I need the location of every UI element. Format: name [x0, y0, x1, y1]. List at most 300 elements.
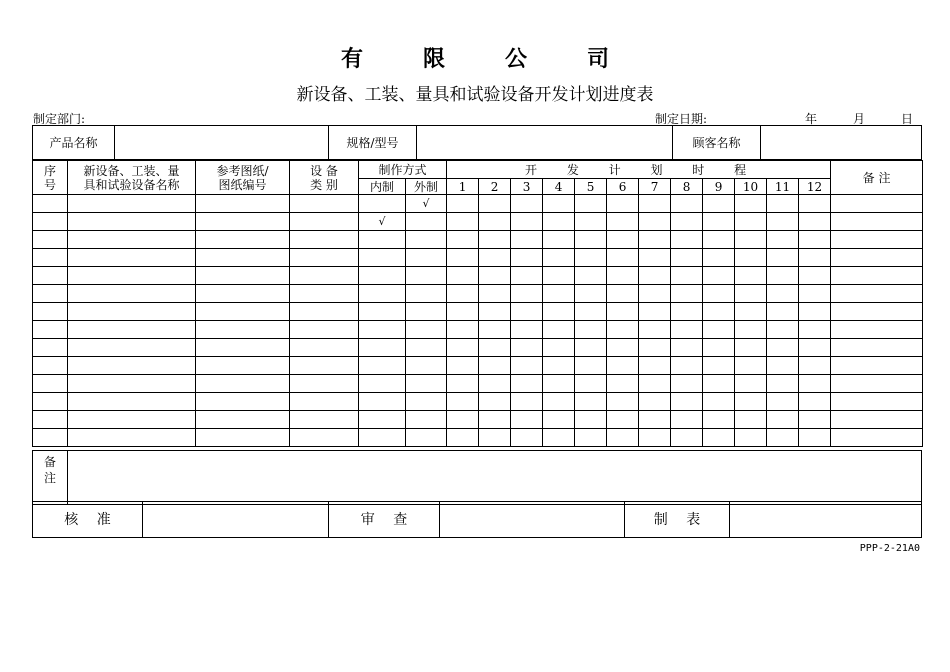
- month-cell[interactable]: [543, 375, 575, 393]
- month-cell[interactable]: [799, 411, 831, 429]
- remarks-cell[interactable]: [831, 357, 923, 375]
- remarks-cell[interactable]: [831, 321, 923, 339]
- drawing-cell[interactable]: [196, 195, 290, 213]
- month-cell[interactable]: [543, 339, 575, 357]
- month-cell[interactable]: [479, 195, 511, 213]
- month-cell[interactable]: [607, 213, 639, 231]
- month-cell[interactable]: [479, 285, 511, 303]
- month-cell[interactable]: [511, 285, 543, 303]
- month-cell[interactable]: [511, 303, 543, 321]
- company-char: 司: [587, 47, 610, 72]
- month-cell[interactable]: [447, 411, 479, 429]
- month-cell[interactable]: [799, 357, 831, 375]
- month-cell[interactable]: [511, 249, 543, 267]
- month-cell[interactable]: [799, 303, 831, 321]
- month-cell[interactable]: [511, 357, 543, 375]
- month-cell[interactable]: [447, 393, 479, 411]
- month-cell[interactable]: [767, 213, 799, 231]
- month-cell[interactable]: [575, 393, 607, 411]
- category-cell[interactable]: [290, 357, 359, 375]
- month-cell[interactable]: [671, 375, 703, 393]
- month-cell[interactable]: [575, 249, 607, 267]
- outsourced-cell[interactable]: [406, 231, 447, 249]
- month-header: 5: [575, 179, 607, 195]
- category-cell[interactable]: [290, 375, 359, 393]
- month-cell[interactable]: [511, 393, 543, 411]
- outsourced-cell[interactable]: [406, 411, 447, 429]
- month-cell[interactable]: [735, 393, 767, 411]
- month-cell[interactable]: [767, 321, 799, 339]
- month-cell[interactable]: [767, 231, 799, 249]
- month-cell[interactable]: [671, 393, 703, 411]
- month-cell[interactable]: [639, 357, 671, 375]
- month-cell[interactable]: [479, 213, 511, 231]
- month-cell[interactable]: [543, 303, 575, 321]
- seq-cell[interactable]: [33, 375, 68, 393]
- in-house-cell[interactable]: [359, 231, 406, 249]
- month-cell[interactable]: [639, 213, 671, 231]
- month-cell[interactable]: [671, 411, 703, 429]
- seq-cell[interactable]: [33, 321, 68, 339]
- name-cell[interactable]: [68, 195, 196, 213]
- month-cell[interactable]: [767, 267, 799, 285]
- remarks-cell[interactable]: [831, 249, 923, 267]
- drawing-header: 参考图纸/ 图纸编号: [196, 161, 290, 195]
- month-cell[interactable]: [511, 195, 543, 213]
- name-cell[interactable]: [68, 321, 196, 339]
- table-row: [33, 249, 923, 267]
- name-cell[interactable]: [68, 303, 196, 321]
- name-cell[interactable]: [68, 375, 196, 393]
- remarks-cell[interactable]: [831, 213, 923, 231]
- month-cell[interactable]: [799, 339, 831, 357]
- outsourced-cell[interactable]: [406, 249, 447, 267]
- month-cell[interactable]: [543, 393, 575, 411]
- remarks-cell[interactable]: [831, 285, 923, 303]
- month-cell[interactable]: [479, 339, 511, 357]
- month-cell[interactable]: [543, 231, 575, 249]
- month-cell[interactable]: [671, 303, 703, 321]
- month-cell[interactable]: [607, 357, 639, 375]
- month-cell[interactable]: [799, 375, 831, 393]
- month-header: 4: [543, 179, 575, 195]
- schedule-header: 开 发 计 划 时 程: [447, 161, 831, 179]
- drawing-cell[interactable]: [196, 303, 290, 321]
- table-row: [33, 339, 923, 357]
- in-house-cell[interactable]: [359, 267, 406, 285]
- month-cell[interactable]: [575, 321, 607, 339]
- month-cell[interactable]: [511, 321, 543, 339]
- remarks-cell[interactable]: [831, 429, 923, 447]
- seq-cell[interactable]: [33, 429, 68, 447]
- customer-field[interactable]: [761, 126, 922, 160]
- drawing-cell[interactable]: [196, 285, 290, 303]
- remarks-cell[interactable]: [831, 411, 923, 429]
- month-cell[interactable]: [607, 429, 639, 447]
- category-cell[interactable]: [290, 213, 359, 231]
- month-cell[interactable]: [543, 429, 575, 447]
- month-cell[interactable]: [735, 285, 767, 303]
- seq-cell[interactable]: [33, 249, 68, 267]
- table-row: [33, 213, 923, 231]
- month-header: 8: [671, 179, 703, 195]
- month-cell[interactable]: [799, 213, 831, 231]
- month-cell[interactable]: [575, 339, 607, 357]
- month-cell[interactable]: [543, 357, 575, 375]
- category-cell[interactable]: [290, 321, 359, 339]
- month-cell[interactable]: [703, 375, 735, 393]
- month-cell[interactable]: [703, 411, 735, 429]
- table-row: [33, 285, 923, 303]
- month-header: 1: [447, 179, 479, 195]
- month-header: 12: [799, 179, 831, 195]
- outsourced-cell[interactable]: [406, 321, 447, 339]
- month-cell[interactable]: [703, 267, 735, 285]
- month-cell[interactable]: [479, 375, 511, 393]
- month-cell[interactable]: [671, 321, 703, 339]
- month-cell[interactable]: [607, 411, 639, 429]
- month-cell[interactable]: [479, 321, 511, 339]
- table-row: [33, 375, 923, 393]
- month-cell[interactable]: [639, 231, 671, 249]
- month-cell[interactable]: [511, 231, 543, 249]
- month-cell[interactable]: [671, 195, 703, 213]
- month-cell[interactable]: [767, 249, 799, 267]
- month-cell[interactable]: [447, 321, 479, 339]
- month-cell[interactable]: [703, 393, 735, 411]
- seq-cell[interactable]: [33, 393, 68, 411]
- month-cell[interactable]: [511, 339, 543, 357]
- drawing-cell[interactable]: [196, 357, 290, 375]
- month-cell[interactable]: [735, 231, 767, 249]
- remarks-header: 备 注: [831, 161, 923, 195]
- in-house-header: 内制: [359, 179, 406, 195]
- seq-cell[interactable]: [33, 339, 68, 357]
- outsourced-cell[interactable]: [406, 267, 447, 285]
- month-cell[interactable]: [447, 213, 479, 231]
- month-cell[interactable]: [607, 303, 639, 321]
- month-cell[interactable]: [671, 249, 703, 267]
- in-house-cell[interactable]: [359, 195, 406, 213]
- month-cell[interactable]: [575, 303, 607, 321]
- month-cell[interactable]: [767, 195, 799, 213]
- month-cell[interactable]: [575, 411, 607, 429]
- month-cell[interactable]: [607, 231, 639, 249]
- in-house-cell[interactable]: [359, 429, 406, 447]
- remarks-cell[interactable]: [831, 375, 923, 393]
- month-cell[interactable]: [575, 213, 607, 231]
- month-cell[interactable]: [607, 249, 639, 267]
- month-cell[interactable]: [639, 321, 671, 339]
- seq-cell[interactable]: [33, 213, 68, 231]
- drawing-cell[interactable]: [196, 213, 290, 231]
- month-cell[interactable]: [799, 249, 831, 267]
- month-cell[interactable]: [479, 393, 511, 411]
- month-cell[interactable]: [575, 195, 607, 213]
- table-row: [33, 357, 923, 375]
- month-cell[interactable]: [447, 231, 479, 249]
- month-cell[interactable]: [575, 231, 607, 249]
- schedule-table: [32, 160, 923, 447]
- month-cell[interactable]: [543, 411, 575, 429]
- seq-cell[interactable]: [33, 357, 68, 375]
- outsourced-cell[interactable]: √: [406, 195, 447, 213]
- month-cell[interactable]: [447, 195, 479, 213]
- month-cell[interactable]: [511, 375, 543, 393]
- outsourced-cell[interactable]: [406, 357, 447, 375]
- month-cell[interactable]: [575, 267, 607, 285]
- month-cell[interactable]: [735, 267, 767, 285]
- company-char: 限: [422, 47, 445, 72]
- outsourced-cell[interactable]: [406, 375, 447, 393]
- month-cell[interactable]: [671, 267, 703, 285]
- month-cell[interactable]: [671, 285, 703, 303]
- month-cell[interactable]: [511, 267, 543, 285]
- drawing-cell[interactable]: [196, 231, 290, 249]
- month-cell[interactable]: [479, 249, 511, 267]
- month-cell[interactable]: [799, 429, 831, 447]
- table-row: [33, 303, 923, 321]
- category-cell[interactable]: [290, 267, 359, 285]
- month-cell[interactable]: [607, 321, 639, 339]
- in-house-cell[interactable]: [359, 285, 406, 303]
- month-cell[interactable]: [639, 411, 671, 429]
- month-cell[interactable]: [735, 213, 767, 231]
- month-cell[interactable]: [607, 393, 639, 411]
- month-cell[interactable]: [479, 267, 511, 285]
- category-cell[interactable]: [290, 303, 359, 321]
- month-cell[interactable]: [735, 357, 767, 375]
- table-row: [33, 267, 923, 285]
- drawing-cell[interactable]: [196, 375, 290, 393]
- company-char: 有: [340, 47, 363, 72]
- month-cell[interactable]: [575, 429, 607, 447]
- month-cell[interactable]: [703, 231, 735, 249]
- month-cell[interactable]: [767, 357, 799, 375]
- month-cell[interactable]: [447, 429, 479, 447]
- month-cell[interactable]: [799, 231, 831, 249]
- month-cell[interactable]: [799, 321, 831, 339]
- category-cell[interactable]: [290, 393, 359, 411]
- month-cell[interactable]: [447, 357, 479, 375]
- month-cell[interactable]: [703, 213, 735, 231]
- name-cell[interactable]: [68, 339, 196, 357]
- month-cell[interactable]: [447, 303, 479, 321]
- category-cell[interactable]: [290, 411, 359, 429]
- drawing-cell[interactable]: [196, 429, 290, 447]
- month-header: 7: [639, 179, 671, 195]
- month-cell[interactable]: [479, 303, 511, 321]
- month-cell[interactable]: [735, 411, 767, 429]
- drawing-cell[interactable]: [196, 393, 290, 411]
- month-cell[interactable]: [735, 339, 767, 357]
- seq-cell[interactable]: [33, 303, 68, 321]
- seq-cell[interactable]: [33, 411, 68, 429]
- in-house-cell[interactable]: [359, 393, 406, 411]
- approve-field[interactable]: [143, 502, 329, 538]
- month-cell[interactable]: [703, 339, 735, 357]
- month-cell[interactable]: [543, 213, 575, 231]
- outsourced-cell[interactable]: [406, 339, 447, 357]
- month-cell[interactable]: [703, 321, 735, 339]
- month-cell[interactable]: [703, 303, 735, 321]
- name-cell[interactable]: [68, 429, 196, 447]
- outsourced-cell[interactable]: [406, 213, 447, 231]
- month-cell[interactable]: [607, 267, 639, 285]
- product-name-field[interactable]: [115, 126, 329, 160]
- category-cell[interactable]: [290, 339, 359, 357]
- table-row: [33, 429, 923, 447]
- month-cell[interactable]: [671, 231, 703, 249]
- month-cell[interactable]: [543, 267, 575, 285]
- month-cell[interactable]: [639, 249, 671, 267]
- name-cell[interactable]: [68, 411, 196, 429]
- month-cell[interactable]: [671, 213, 703, 231]
- month-cell[interactable]: [799, 285, 831, 303]
- month-cell[interactable]: [607, 375, 639, 393]
- month-cell[interactable]: [639, 285, 671, 303]
- month-cell[interactable]: [703, 249, 735, 267]
- category-cell[interactable]: [290, 429, 359, 447]
- review-field[interactable]: [440, 502, 625, 538]
- month-cell[interactable]: [447, 285, 479, 303]
- month-cell[interactable]: [511, 411, 543, 429]
- name-cell[interactable]: [68, 213, 196, 231]
- category-cell[interactable]: [290, 285, 359, 303]
- month-cell[interactable]: [767, 285, 799, 303]
- month-cell[interactable]: [607, 195, 639, 213]
- month-cell[interactable]: [671, 357, 703, 375]
- month-cell[interactable]: [703, 357, 735, 375]
- drawing-cell[interactable]: [196, 321, 290, 339]
- month-cell[interactable]: [703, 285, 735, 303]
- remark-field[interactable]: [68, 451, 922, 505]
- category-cell[interactable]: [290, 195, 359, 213]
- month-cell[interactable]: [799, 267, 831, 285]
- remarks-cell[interactable]: [831, 339, 923, 357]
- month-cell[interactable]: [735, 429, 767, 447]
- month-cell[interactable]: [447, 249, 479, 267]
- month-cell[interactable]: [767, 375, 799, 393]
- month-cell[interactable]: [639, 267, 671, 285]
- seq-cell[interactable]: [33, 267, 68, 285]
- in-house-cell[interactable]: √: [359, 213, 406, 231]
- name-cell[interactable]: [68, 249, 196, 267]
- seq-cell[interactable]: [33, 195, 68, 213]
- month-cell[interactable]: [639, 393, 671, 411]
- prepare-field[interactable]: [730, 502, 922, 538]
- in-house-cell[interactable]: [359, 375, 406, 393]
- month-cell[interactable]: [543, 249, 575, 267]
- month-cell[interactable]: [447, 267, 479, 285]
- month-cell[interactable]: [543, 285, 575, 303]
- outsourced-cell[interactable]: [406, 303, 447, 321]
- month-cell[interactable]: [767, 411, 799, 429]
- outsourced-cell[interactable]: [406, 429, 447, 447]
- month-cell[interactable]: [735, 375, 767, 393]
- month-cell[interactable]: [479, 411, 511, 429]
- in-house-cell[interactable]: [359, 411, 406, 429]
- outsourced-cell[interactable]: [406, 393, 447, 411]
- drawing-cell[interactable]: [196, 339, 290, 357]
- drawing-cell[interactable]: [196, 249, 290, 267]
- month-cell[interactable]: [767, 339, 799, 357]
- month-cell[interactable]: [607, 339, 639, 357]
- month-cell[interactable]: [575, 357, 607, 375]
- name-cell[interactable]: [68, 231, 196, 249]
- drawing-cell[interactable]: [196, 411, 290, 429]
- month-cell[interactable]: [767, 393, 799, 411]
- month-header: 9: [703, 179, 735, 195]
- in-house-cell[interactable]: [359, 357, 406, 375]
- month-cell[interactable]: [575, 285, 607, 303]
- month-cell[interactable]: [767, 303, 799, 321]
- month-cell[interactable]: [639, 429, 671, 447]
- customer-label: 顾客名称: [673, 126, 761, 160]
- in-house-cell[interactable]: [359, 321, 406, 339]
- seq-cell[interactable]: [33, 285, 68, 303]
- name-cell[interactable]: [68, 357, 196, 375]
- outsourced-cell[interactable]: [406, 285, 447, 303]
- remarks-cell[interactable]: [831, 267, 923, 285]
- in-house-cell[interactable]: [359, 303, 406, 321]
- name-cell[interactable]: [68, 285, 196, 303]
- month-cell[interactable]: [767, 429, 799, 447]
- month-cell[interactable]: [511, 213, 543, 231]
- month-cell[interactable]: [447, 339, 479, 357]
- month-header: 6: [607, 179, 639, 195]
- month-cell[interactable]: [447, 375, 479, 393]
- remarks-cell[interactable]: [831, 303, 923, 321]
- remarks-cell[interactable]: [831, 393, 923, 411]
- month-cell[interactable]: [479, 429, 511, 447]
- name-cell[interactable]: [68, 393, 196, 411]
- month-cell[interactable]: [479, 357, 511, 375]
- month-cell[interactable]: [639, 339, 671, 357]
- spec-label: 规格/型号: [329, 126, 417, 160]
- month-cell[interactable]: [735, 321, 767, 339]
- month-cell[interactable]: [799, 393, 831, 411]
- month-cell[interactable]: [639, 303, 671, 321]
- month-cell[interactable]: [543, 195, 575, 213]
- month-cell[interactable]: [639, 375, 671, 393]
- month-cell[interactable]: [703, 429, 735, 447]
- month-cell[interactable]: [735, 249, 767, 267]
- month-cell[interactable]: [735, 195, 767, 213]
- month-cell[interactable]: [671, 339, 703, 357]
- category-cell[interactable]: [290, 249, 359, 267]
- seq-cell[interactable]: [33, 231, 68, 249]
- remarks-cell[interactable]: [831, 195, 923, 213]
- month-cell[interactable]: [799, 195, 831, 213]
- month-cell[interactable]: [703, 195, 735, 213]
- month-cell[interactable]: [479, 231, 511, 249]
- month-cell[interactable]: [735, 303, 767, 321]
- in-house-cell[interactable]: [359, 249, 406, 267]
- category-cell[interactable]: [290, 231, 359, 249]
- name-cell[interactable]: [68, 267, 196, 285]
- remarks-cell[interactable]: [831, 231, 923, 249]
- drawing-cell[interactable]: [196, 267, 290, 285]
- month-cell[interactable]: [511, 429, 543, 447]
- month-cell[interactable]: [543, 321, 575, 339]
- spec-field[interactable]: [417, 126, 673, 160]
- month-cell[interactable]: [575, 375, 607, 393]
- month-cell[interactable]: [639, 195, 671, 213]
- month-cell[interactable]: [607, 285, 639, 303]
- in-house-cell[interactable]: [359, 339, 406, 357]
- month-cell[interactable]: [671, 429, 703, 447]
